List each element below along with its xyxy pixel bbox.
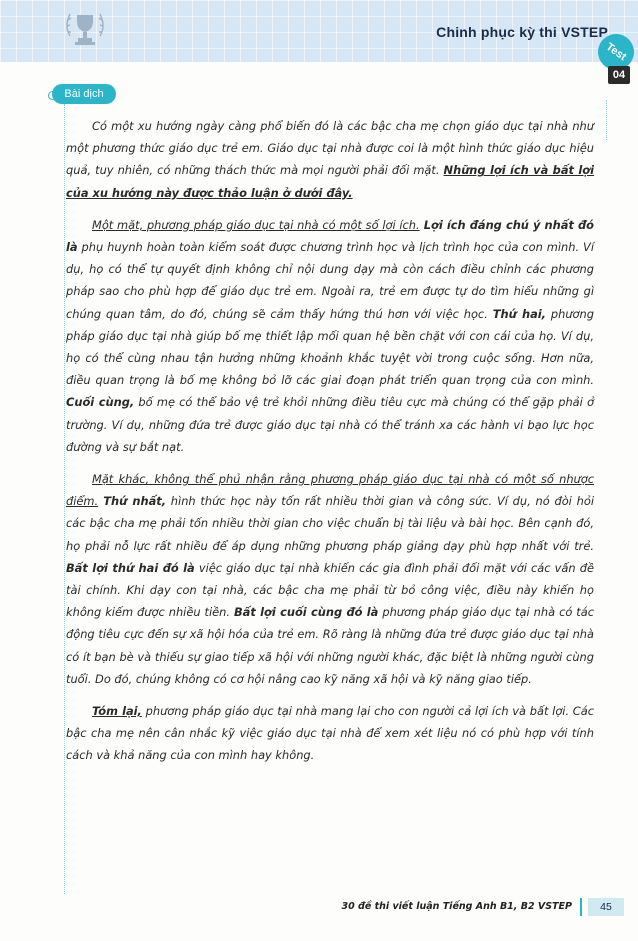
advantages-last-marker: Cuối cùng, <box>66 395 135 410</box>
right-dotted-border <box>606 100 608 140</box>
conclusion-marker: Tóm lại, <box>92 704 142 719</box>
paragraph-intro <box>66 115 594 204</box>
advantages-text-3: bố mẹ có thể bảo vệ trẻ khỏi những điều tiêu cực mà chúng có thể gặp phải ở trường. Ví dụ, những đứa trẻ được giáo dục tại nhà có thể tránh xa các hành vi bạo lực học đường và sự bắt nạt. <box>66 395 595 454</box>
disadvantages-last-marker: Bất lợi cuối cùng đó là <box>234 605 379 620</box>
intro-text: Có một xu hướng ngày càng phổ biến đó là các bậc cha mẹ chọn giáo dục tại nhà như một phương thức giáo dục trẻ em. Giáo dục tại nhà được coi là một hình thức giáo dục hiệu quả, tuy nhiên, có những thách thức mà mọi người phải đối mặt. <box>66 119 594 178</box>
disadvantages-text-3: phương pháp giáo dục tại nhà có tác động tiêu cực đến sự xã hội hóa của trẻ em. Rõ ràng là những đứa trẻ được giáo dục tại nhà có ít bạn bè và thiếu sự giao tiếp xã hội với những người khác, đặc biệt là những người cùng tuổi. Do đó, chúng không có cơ hội nâng cao kỹ năng xã hội và kỹ năng giao tiếp. <box>66 605 594 686</box>
advantages-text-1: phụ huynh hoàn toàn kiểm soát được chương trình học và lịch trình học của con mình. Ví dụ, họ có thể tự quyết định không chỉ nội dung dạy mà còn cách điều chỉnh các phương pháp sao cho phù hợp để giáo dục trẻ em. Ngoài ra, trẻ em được tự do tìm hiểu những gì chúng quan tâm, do đó, chúng sẽ cảm thấy hứng thú hơn với việc học. <box>66 240 594 321</box>
paragraph-disadvantages <box>66 468 594 690</box>
disadvantages-second-marker: Bất lợi thứ hai đó là <box>66 560 195 575</box>
test-number-badge: 04 <box>608 66 630 84</box>
disadvantages-topic: Mặt khác, không thể phủ nhận rằng phương pháp giáo dục tại nhà có một số nhược điểm. <box>66 472 594 509</box>
intro-thesis: Những lợi ích và bất lợi của xu hướng này được thảo luận ở dưới đây. <box>66 163 594 200</box>
advantages-text-2: phương pháp giáo dục tại nhà giúp bố mẹ thiết lập mối quan hệ bền chặt với con cái của họ. Ví dụ, họ có thể cùng nhau tận hưởng những khoảnh khắc tuyệt vời trong cuộc sống. Hơn nữa, điều quan trọng là bố mẹ không bỏ lỡ các giai đoạn phát triển quan trọng của con mình. <box>66 306 594 388</box>
footer-book-title: 30 đề thi viết luận Tiếng Anh B1, B2 VSTEP <box>341 901 572 912</box>
trophy-icon <box>60 6 110 56</box>
test-badge: Test <box>591 27 638 77</box>
paragraph-conclusion <box>66 700 594 767</box>
advantages-first-marker: Lợi ích đáng chú ý nhất đó là <box>66 217 594 255</box>
header-title: Chinh phục kỳ thi VSTEP <box>436 24 608 40</box>
disadvantages-text-2: việc giáo dục tại nhà khiến các gia đình phải đối mặt với các vấn đề tài chính. Khi dạy con tại nhà, các bậc cha mẹ phải từ bỏ công việc, điều này khiến họ không kiếm được nhiều tiền. <box>66 560 594 620</box>
translation-body <box>66 115 594 777</box>
advantages-second-marker: Thứ hai, <box>492 306 546 321</box>
footer-divider <box>580 898 582 916</box>
paragraph-advantages <box>66 214 594 458</box>
disadvantages-text-1: hình thức học này tốn rất nhiều thời gian và công sức. Ví dụ, nó đòi hỏi các bậc cha mẹ phải tốn nhiều thời gian cho việc chuẩn bị tài liệu và bài học. Bên cạnh đó, họ phải nỗ lực rất nhiều để áp dụng những phương pháp giảng dạy phù hợp nhất với trẻ. <box>66 494 594 553</box>
page-number: 45 <box>588 898 624 916</box>
advantages-topic: Một mặt, phương pháp giáo dục tại nhà có một số lợi ích. <box>92 217 420 232</box>
section-label: Bài dịch <box>52 84 116 104</box>
conclusion-text: phương pháp giáo dục tại nhà mang lại cho con người cả lợi ích và bất lợi. Các bậc cha mẹ nên cân nhắc kỹ việc giáo dục tại nhà để xem xét liệu nó có phù hợp với tính cách và khả năng của con mình hay không. <box>66 704 594 763</box>
disadvantages-first-marker: Thứ nhất, <box>98 494 167 509</box>
